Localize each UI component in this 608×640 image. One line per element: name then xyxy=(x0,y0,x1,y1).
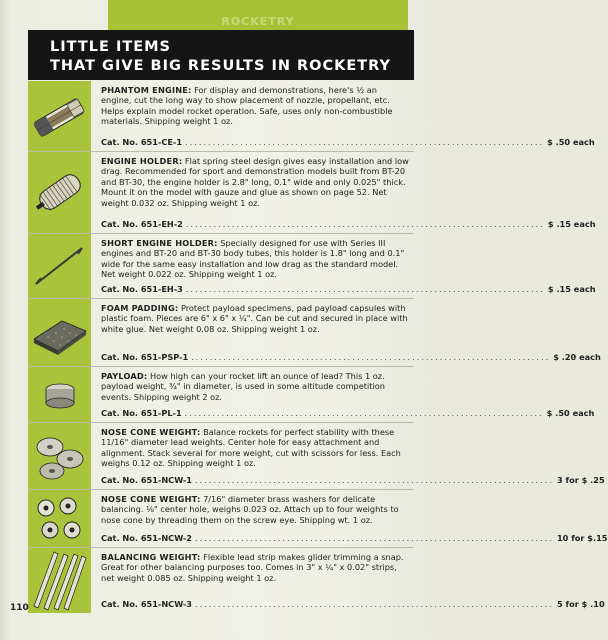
short-engine-holder-icon xyxy=(28,234,91,298)
item-text: Flat spring steel design gives easy installation and low drag. Recommended for sport and demonstration models built from BT-20 and BT-30, the engine holder is 2.8" long, 0.1" wide and only 0.025" thick. Mount it on the model with gauze and glue as shown on page 52. Net weight 0.032 oz. Shipping weight 1 oz. xyxy=(101,156,409,208)
item-text: How high can your rocket lift an ounce of lead? This 1 oz. payload weight, ¾" in diameter, is used in some altitude competition events. Shipping weight 2 oz. xyxy=(101,371,385,402)
catalog-number: Cat. No. 651-NCW-1 xyxy=(101,474,192,485)
dot-leader: .............................................................................. xyxy=(191,351,551,362)
item-price: 5 for $ .10 xyxy=(556,598,605,609)
catalog-number: Cat. No. 651-CE-1 xyxy=(101,136,183,147)
dot-leader: .............................................................................. xyxy=(185,136,545,147)
item-description xyxy=(91,234,596,298)
top-green-strip xyxy=(108,0,408,30)
list-item xyxy=(28,299,601,366)
phantom-engine-photo xyxy=(28,81,91,151)
item-description xyxy=(91,81,595,151)
list-item xyxy=(28,423,605,489)
catalog-number: Cat. No. 651-EH-3 xyxy=(101,283,183,294)
header-title-line2: THAT GIVE BIG RESULTS IN ROCKETRY xyxy=(50,58,392,74)
item-price: $ .15 each xyxy=(547,283,596,294)
lead-strips-photo xyxy=(28,548,91,613)
item-name: NOSE CONE WEIGHT: xyxy=(101,427,201,437)
nose-cone-weight-photo xyxy=(28,423,91,489)
short-engine-holder-photo xyxy=(28,234,91,298)
catalog-number: Cat. No. 651-NCW-3 xyxy=(101,598,192,609)
item-description xyxy=(91,367,595,422)
item-text: Protect payload specimens, pad payload capsules with plastic foam. Pieces are 6" x 6" x ¼". Can be cut and secured in place with white glue. Net weight 0.08 oz. Shipping weight 1 oz. xyxy=(101,303,408,334)
lead-strips-icon xyxy=(28,548,91,613)
brass-washers-photo xyxy=(28,490,91,547)
foam-padding-icon xyxy=(28,299,91,366)
phantom-engine-icon xyxy=(28,81,91,151)
foam-padding-photo xyxy=(28,299,91,366)
item-text: Balance rockets for perfect stability with these 11/16" diameter lead weights. Center hole for easy attachment and alignment. Stack several for more weight, cut with scissors for less. Each weighs 0.12 oz. Shipping weight 1 oz. xyxy=(101,427,401,469)
catalog-number: Cat. No. 651-PSP-1 xyxy=(101,351,189,362)
item-text: Flexible lead strip makes glider trimming a snap. Great for other balancing purposes too. Comes in 3" x ¼" x 0.02" strips, net weight 0.085 oz. Shipping weight 1 oz. xyxy=(101,552,404,583)
item-price: $ .50 each xyxy=(546,407,595,418)
item-price: $ .50 each xyxy=(547,136,595,147)
catalog-line xyxy=(101,351,601,362)
page-header xyxy=(28,30,414,80)
item-name: PHANTOM ENGINE: xyxy=(101,85,192,95)
page-number: 110 xyxy=(10,603,29,613)
strip-text: ROCKETRY xyxy=(221,15,295,28)
list-item xyxy=(28,81,595,151)
list-item xyxy=(28,152,596,233)
catalog-line xyxy=(101,532,608,543)
dot-leader: .............................................................................. xyxy=(185,218,545,229)
payload-weight-photo xyxy=(28,367,91,422)
item-name: BALANCING WEIGHT: xyxy=(101,552,201,562)
dot-leader: .............................................................................. xyxy=(194,474,554,485)
catalog-line xyxy=(101,136,595,147)
lead-weights-icon xyxy=(28,423,91,489)
item-description xyxy=(91,490,608,547)
item-price: $ .20 each xyxy=(553,351,601,362)
engine-holder-photo xyxy=(28,152,91,233)
item-description xyxy=(91,299,601,366)
catalog-number: Cat. No. 651-EH-2 xyxy=(101,218,183,229)
item-description xyxy=(91,423,605,489)
header-title-line1: LITTLE ITEMS xyxy=(50,39,172,55)
item-price: 3 for $ .25 xyxy=(556,474,605,485)
item-text: 7/16" diameter brass washers for delicate balancing. ⅛" center hole, weighs 0.023 oz. Attach up to four weights to nose cone by threading them on the screw eye. Shipping wt. 1 oz. xyxy=(101,494,399,525)
catalog-number: Cat. No. 651-NCW-2 xyxy=(101,532,192,543)
item-name: SHORT ENGINE HOLDER: xyxy=(101,238,218,248)
item-price: 10 for $.15 xyxy=(556,532,608,543)
list-item xyxy=(28,548,605,613)
catalog-line xyxy=(101,218,596,229)
brass-washers-icon xyxy=(28,490,91,547)
item-description xyxy=(91,152,596,233)
payload-weight-icon xyxy=(28,367,91,422)
dot-leader: .............................................................................. xyxy=(184,407,544,418)
engine-holder-icon xyxy=(28,152,91,233)
dot-leader: .............................................................................. xyxy=(194,598,554,609)
dot-leader: .............................................................................. xyxy=(194,532,554,543)
item-text: For display and demonstrations, here's ½ an engine, cut the long way to show placement of nozzle, propellant, etc. Helps explain model rocket operation. Safe, uses only non-combustible materials. Shipping weight 1 oz. xyxy=(101,85,393,127)
catalog-number: Cat. No. 651-PL-1 xyxy=(101,407,182,418)
catalog-line xyxy=(101,474,605,485)
item-name: FOAM PADDING: xyxy=(101,303,179,313)
item-text: Specially designed for use with Series III engines and BT-20 and BT-30 body tubes, this holder is 1.8" long and 0.1" wide for the same easy installation and low drag as the standard model. Net weight 0.022 oz. Shipping weight 1 oz. xyxy=(101,238,405,280)
catalog-line xyxy=(101,283,596,294)
list-item xyxy=(28,490,608,547)
item-name: ENGINE HOLDER: xyxy=(101,156,183,166)
item-name: PAYLOAD: xyxy=(101,371,148,381)
item-description xyxy=(91,548,605,613)
dot-leader: .............................................................................. xyxy=(185,283,545,294)
item-price: $ .15 each xyxy=(547,218,596,229)
list-item xyxy=(28,234,596,298)
item-name: NOSE CONE WEIGHT: xyxy=(101,494,201,504)
catalog-line xyxy=(101,598,605,609)
catalog-line xyxy=(101,407,595,418)
list-item xyxy=(28,367,595,422)
